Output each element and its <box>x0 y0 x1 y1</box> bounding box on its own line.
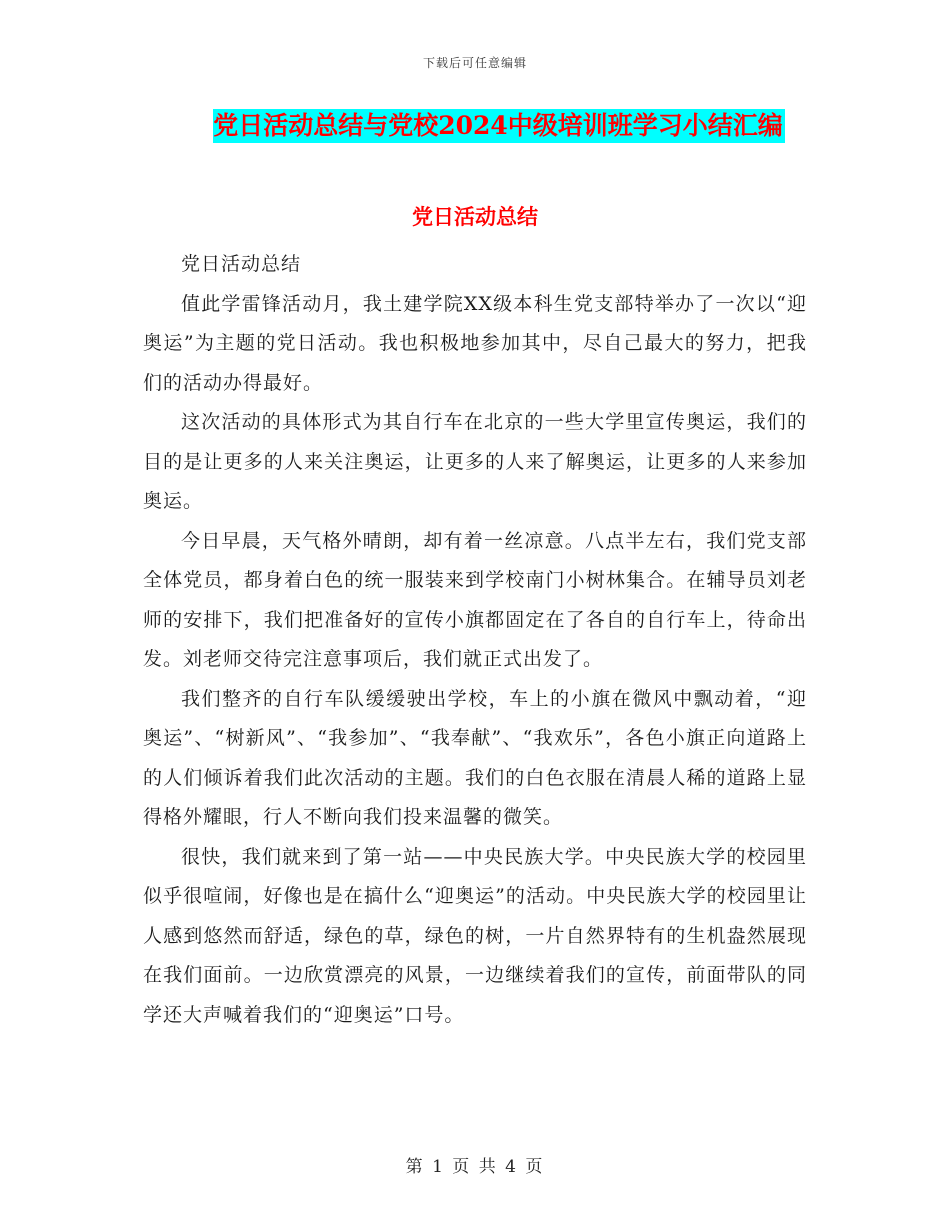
paragraph: 我们整齐的自行车队缓缓驶出学校，车上的小旗在微风中飘动着，“迎奥运”、“树新风”、“我参加”、“我奉献”、“我欢乐”，各色小旗正向道路上的人们倾诉着我们此次活动的主题。我们的白色衣服在清晨人稀的道路上显得格外耀眼，行人不断向我们投来温馨的微笑。 <box>143 687 807 828</box>
paragraph: 今日早晨，天气格外晴朗，却有着一丝凉意。八点半左右，我们党支部全体党员，都身着白色的统一服装来到学校南门小树林集合。在辅导员刘老师的安排下，我们把准备好的宣传小旗都固定在了各自的自行车上，待命出发。刘老师交待完注意事项后，我们就正式出发了。 <box>143 529 807 670</box>
document-body <box>143 245 807 1035</box>
header-note: 下载后可任意编辑 <box>422 56 527 70</box>
page-number: 第 1 页 共 4 页 <box>405 1157 545 1177</box>
paragraph: 值此学雷锋活动月，我土建学院XX级本科生党支部特举办了一次以“迎奥运”为主题的党日活动。我也积极地参加其中，尽自己最大的努力，把我们的活动办得最好。 <box>143 292 807 394</box>
paragraph-heading: 党日活动总结 <box>181 253 302 275</box>
section-title: 党日活动总结 <box>412 204 538 229</box>
paragraph: 很快，我们就来到了第一站——中央民族大学。中央民族大学的校园里似乎很喧闹，好像也是在搞什么“迎奥运”的活动。中央民族大学的校园里让人感到悠然而舒适，绿色的草，绿色的树，一片自然界特有的生机盎然展现在我们面前。一边欣赏漂亮的风景，一边继续着我们的宣传，前面带队的同学还大声喊着我们的“迎奥运”口号。 <box>143 845 807 1026</box>
main-title: 党日活动总结与党校2024中级培训班学习小结汇编 <box>213 109 785 143</box>
paragraph: 这次活动的具体形式为其自行车在北京的一些大学里宣传奥运，我们的目的是让更多的人来关注奥运，让更多的人来了解奥运，让更多的人来参加奥运。 <box>143 411 807 512</box>
main-title-container <box>0 109 950 143</box>
